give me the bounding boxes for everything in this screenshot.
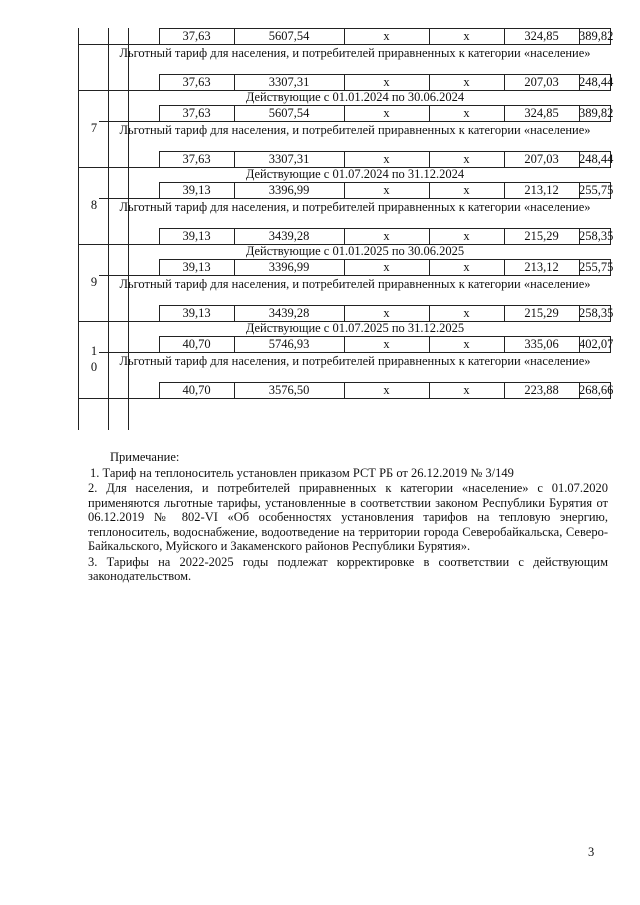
top-row-cell: х	[383, 29, 390, 43]
benefit-top-line	[99, 44, 611, 45]
benefit-row-cell: 215,29	[524, 306, 559, 320]
tariff-table	[78, 28, 614, 430]
base-row-cell: 5607,54	[268, 106, 310, 120]
benefit-label: Льготный тариф для населения, и потребителей приравненных к категории «население»	[119, 277, 591, 291]
row-number: 1	[90, 343, 98, 358]
benefit-row-cell: 37,63	[182, 75, 211, 89]
benefit-row-cell: 223,88	[524, 383, 559, 397]
base-row-cell: 255,75	[579, 260, 614, 274]
row-number: 0	[90, 359, 98, 374]
note-item-3: 3. Тарифы на 2022-2025 годы подлежат корректировке в соответствии с действующим законодательством.	[88, 554, 608, 583]
group-separator	[78, 90, 128, 91]
base-row-cell: х	[463, 183, 470, 197]
benefit-row-cell: 248,44	[579, 152, 614, 166]
top-row-cell: 389,82	[579, 29, 614, 43]
top-row-cell: х	[463, 29, 470, 43]
benefit-row-cell: х	[383, 306, 390, 320]
benefit-row-cell: 248,44	[579, 75, 614, 89]
note-item-1: 1. Тариф на теплоноситель установлен приказом РСТ РБ от 26.12.2019 № 3/149	[90, 465, 514, 480]
benefit-row-cell: х	[463, 383, 470, 397]
base-row-cell: 255,75	[579, 183, 614, 197]
row-number: 7	[90, 120, 98, 135]
benefit-label: Льготный тариф для населения, и потребителей приравненных к категории «население»	[119, 200, 591, 214]
benefit-row-cell: 207,03	[524, 152, 559, 166]
table-bottom-line	[78, 398, 611, 399]
number-col-line	[108, 28, 109, 430]
inner-left-line	[128, 28, 129, 430]
benefit-top-line	[99, 352, 611, 353]
benefit-row-cell: 258,35	[579, 306, 614, 320]
benefit-label: Льготный тариф для населения, и потребителей приравненных к категории «население»	[119, 354, 591, 368]
group-separator	[78, 167, 128, 168]
period-label: Действующие с 01.01.2025 по 30.06.2025	[245, 244, 465, 258]
benefit-row-cell: 3576,50	[268, 383, 310, 397]
period-label: Действующие с 01.07.2024 по 31.12.2024	[245, 167, 465, 181]
base-row-cell: 5746,93	[268, 337, 310, 351]
notes-section	[88, 450, 608, 584]
base-row-cell: 335,06	[524, 337, 559, 351]
benefit-top-line	[99, 198, 611, 199]
group-separator	[78, 244, 128, 245]
top-row-cell: 5607,54	[268, 29, 310, 43]
benefit-row-cell: 3439,28	[268, 306, 310, 320]
benefit-row-cell: 3307,31	[268, 75, 310, 89]
top-row-cell: 37,63	[182, 29, 211, 43]
base-row-cell: 40,70	[182, 337, 211, 351]
benefit-row-cell: х	[463, 229, 470, 243]
base-row-cell: х	[383, 106, 390, 120]
base-row-cell: х	[383, 183, 390, 197]
benefit-row-cell: 215,29	[524, 229, 559, 243]
benefit-label: Льготный тариф для населения, и потребителей приравненных к категории «население»	[119, 123, 591, 137]
base-row-cell: 402,07	[579, 337, 614, 351]
base-row-cell: х	[383, 337, 390, 351]
note-item-2: 2. Для населения, и потребителей приравненных к категории «население» с 01.07.2020 применяются льготные тарифы, установленные в соответствии законом Республики Бурятия от 06.12.2019 № 802-VI «Об особенностях установления тарифов на тепловую энергию, теплоноситель, водоснабжение, водоотведение на территории города Северобайкальска, Северо-Байкальского, Муйского и Закаменского районов Республики Бурятия».	[88, 481, 608, 553]
base-row-cell: 213,12	[524, 183, 559, 197]
row-number: 9	[90, 274, 98, 289]
page-number: 3	[588, 845, 595, 859]
period-label: Действующие с 01.07.2025 по 31.12.2025	[245, 321, 465, 335]
base-row-cell: 3396,99	[268, 183, 310, 197]
base-row-cell: 39,13	[182, 183, 211, 197]
notes-heading: Примечание:	[110, 450, 180, 464]
base-row-cell: 213,12	[524, 260, 559, 274]
base-row-cell: 389,82	[579, 106, 614, 120]
benefit-row-cell: х	[383, 152, 390, 166]
benefit-row-cell: 258,35	[579, 229, 614, 243]
base-row-cell: 39,13	[182, 260, 211, 274]
base-row-cell: х	[463, 106, 470, 120]
base-row-cell: 324,85	[524, 106, 559, 120]
benefit-row-cell: х	[383, 75, 390, 89]
top-row-cell: 324,85	[524, 29, 559, 43]
benefit-row-cell: х	[383, 229, 390, 243]
benefit-row-cell: х	[463, 75, 470, 89]
group-separator	[78, 321, 128, 322]
base-row-cell: х	[463, 337, 470, 351]
period-label: Действующие с 01.01.2024 по 30.06.2024	[245, 90, 465, 104]
benefit-row-cell: х	[463, 152, 470, 166]
benefit-row-cell: 268,66	[579, 383, 614, 397]
group-separator	[78, 44, 128, 45]
left-border	[78, 28, 79, 430]
benefit-top-line	[99, 121, 611, 122]
base-row-cell: 3396,99	[268, 260, 310, 274]
benefit-top-line	[99, 275, 611, 276]
base-row-cell: х	[463, 260, 470, 274]
benefit-row-cell: 3307,31	[268, 152, 310, 166]
benefit-row-cell: 39,13	[182, 229, 211, 243]
benefit-row-cell: 40,70	[182, 383, 211, 397]
row-number: 8	[90, 197, 98, 212]
base-row-cell: х	[383, 260, 390, 274]
benefit-row-cell: 37,63	[182, 152, 211, 166]
base-row-cell: 37,63	[182, 106, 211, 120]
benefit-label: Льготный тариф для населения, и потребителей приравненных к категории «население»	[119, 46, 591, 60]
benefit-row-cell: х	[463, 306, 470, 320]
benefit-row-cell: 207,03	[524, 75, 559, 89]
benefit-row-cell: 3439,28	[268, 229, 310, 243]
benefit-row-cell: 39,13	[182, 306, 211, 320]
benefit-row-cell: х	[383, 383, 390, 397]
